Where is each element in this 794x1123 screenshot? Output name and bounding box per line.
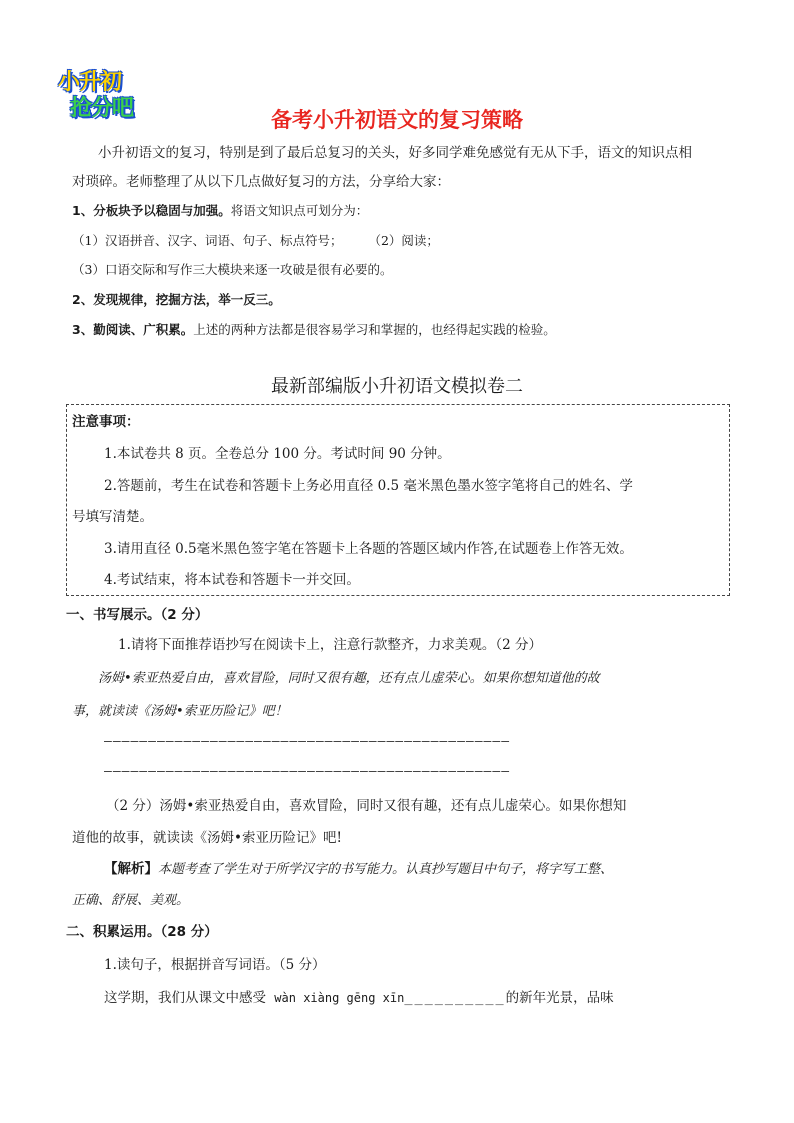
answer-line-2: 道他的故事，就读读《汤姆•索亚历险记》吧! bbox=[72, 830, 342, 846]
exam-title: 最新部编版小升初语文模拟卷二 bbox=[271, 376, 523, 397]
notice-item-1: 1.本试卷共 8 页。全卷总分 100 分。考试时间 90 分钟。 bbox=[104, 446, 451, 462]
strategy-2: 2、发现规律，挖掘方法，举一反三。 bbox=[72, 292, 281, 307]
analysis-label: 【解析】 bbox=[104, 861, 158, 877]
section-1-question: 1.请将下面推荐语抄写在阅读卡上，注意行款整齐，力求美观。（2 分） bbox=[118, 637, 543, 653]
notice-box bbox=[66, 404, 730, 596]
pinyin: wàn xiàng gēng xīn bbox=[274, 991, 405, 1005]
intro-line-1: 小升初语文的复习，特别是到了最后总复习的关头，好多同学难免感觉有无从下手，语文的知识点相 bbox=[98, 145, 692, 161]
analysis-text-1: 本题考查了学生对于所学汉字的书写能力。认真抄写题目中句子，将字写工整、 bbox=[158, 862, 614, 877]
logo-line-2: 抢分吧 bbox=[70, 96, 134, 121]
strategy-1-items-c: （3）口语交际和写作三大模块来逐一攻破是很有必要的。 bbox=[72, 262, 393, 277]
notice-item-2a: 2.答题前，考生在试卷和答题卡上务必用直径 0.5 毫米黑色墨水签字笔将自己的姓名、学 bbox=[104, 478, 633, 494]
section-2-question: 1.读句子，根据拼音写词语。（5 分） bbox=[104, 957, 326, 973]
answer-blank[interactable]: __________ bbox=[404, 990, 506, 1006]
section-2-line bbox=[104, 988, 614, 1008]
notice-item-3: 3.请用直径 0.5毫米黑色签字笔在答题卡上各题的答题区域内作答,在试题卷上作答无效。 bbox=[104, 541, 633, 557]
page-title: 备考小升初语文的复习策略 bbox=[271, 108, 523, 132]
logo-line-1: 小升初 bbox=[58, 70, 122, 95]
analysis-line-2: 正确、舒展、美观。 bbox=[72, 893, 190, 908]
sentence-end: 的新年光景，品味 bbox=[505, 990, 614, 1006]
strategy-1 bbox=[72, 201, 368, 221]
handwriting-line-2: 事，就读读《汤姆•索亚历险记》吧！ bbox=[72, 704, 288, 719]
strategy-3-heading: 3、勤阅读、广积累。 bbox=[72, 322, 194, 337]
strategy-1-text: 将语文知识点可划分为： bbox=[230, 203, 369, 218]
notice-heading: 注意事项： bbox=[72, 414, 140, 430]
section-2-heading: 二、积累运用。（28 分） bbox=[66, 924, 218, 940]
strategy-1-items-a bbox=[72, 231, 439, 251]
section-1-heading: 一、书写展示。（2 分） bbox=[66, 607, 209, 623]
writing-line-1: —————————————————————————————————————————————— bbox=[104, 734, 511, 749]
strategy-3-text: 上述的两种方法都是很容易学习和掌握的，也经得起实践的检验。 bbox=[193, 322, 556, 337]
sentence-start: 这学期，我们从课文中感受 bbox=[104, 990, 266, 1006]
items-b: （2）阅读； bbox=[368, 233, 439, 248]
analysis-line-1 bbox=[104, 859, 613, 880]
intro-line-2: 对琐碎。老师整理了从以下几点做好复习的方法，分享给大家： bbox=[72, 174, 450, 190]
handwriting-line-1: 汤姆•索亚热爱自由，喜欢冒险，同时又很有趣，还有点儿虚荣心。如果你想知道他的故 bbox=[98, 671, 600, 686]
notice-item-4: 4.考试结束，将本试卷和答题卡一并交回。 bbox=[104, 572, 360, 588]
strategy-3 bbox=[72, 320, 556, 340]
answer-line-1: （2 分）汤姆•索亚热爱自由，喜欢冒险，同时又很有趣，还有点儿虚荣心。如果你想知 bbox=[106, 798, 627, 814]
items-a: （1）汉语拼音、汉字、词语、句子、标点符号； bbox=[72, 233, 343, 248]
writing-line-2: —————————————————————————————————————————————— bbox=[104, 764, 511, 779]
notice-item-2b: 号填写清楚。 bbox=[72, 509, 153, 525]
strategy-1-heading: 1、分板块予以稳固与加强。 bbox=[72, 203, 231, 218]
